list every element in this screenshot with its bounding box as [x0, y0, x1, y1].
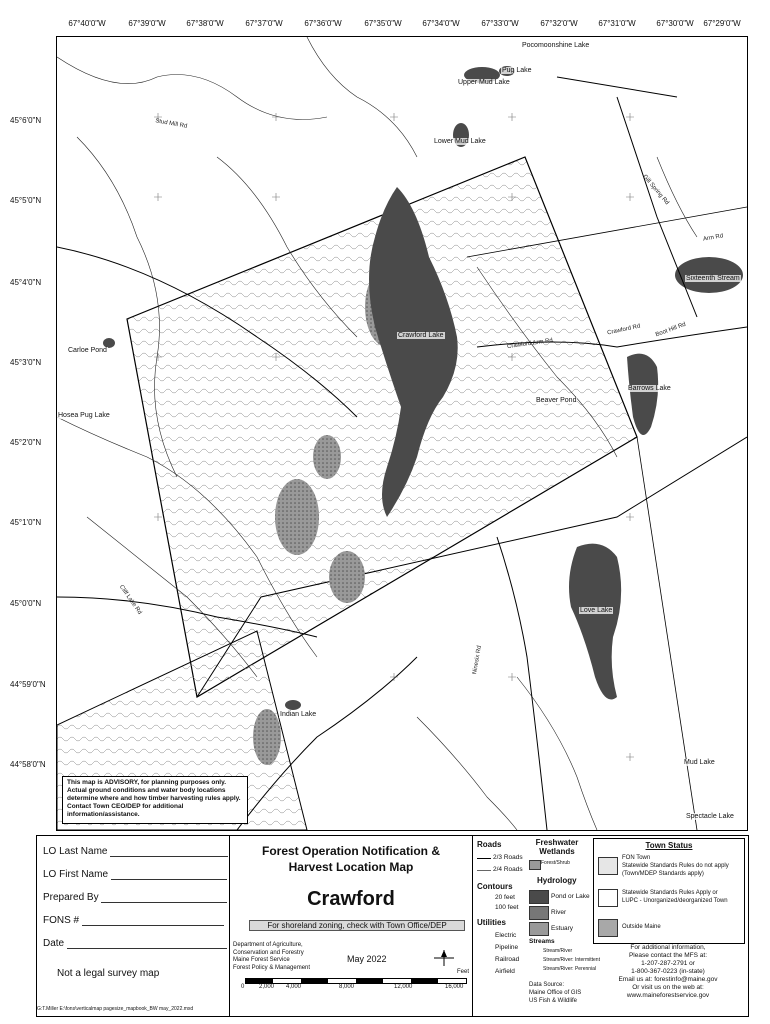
fons-field[interactable]	[43, 915, 224, 926]
outside-maine-swatch	[598, 919, 618, 937]
love-lake	[569, 544, 621, 700]
scale-tick: 8,000	[339, 984, 355, 990]
lat-label: 45°4'0"N	[10, 278, 42, 287]
legend-road2: 2/4 Roads	[493, 866, 523, 873]
lat-label: 45°5'0"N	[10, 196, 42, 205]
legend-stream3: Stream/River: Perennial	[543, 966, 597, 972]
label-beaver-pond: Beaver Pond	[536, 397, 577, 404]
date-line[interactable]	[67, 938, 227, 949]
data-source-line: Data Source:	[529, 982, 565, 988]
dept-line: Forest Policy & Management	[233, 964, 311, 971]
shoreland-note: For shoreland zoning, check with Town Office/DEP	[249, 920, 465, 931]
dept-line: Department of Agriculture,	[233, 942, 303, 948]
label-pocomoonshine-lake: Pocomoonshine Lake	[522, 42, 590, 49]
town-name: Crawford	[307, 888, 395, 910]
lon-label: 67°35'0"W	[364, 19, 402, 28]
label-crawford-lake: Crawford Lake	[398, 332, 444, 339]
road-label: Cliff Lake Rd	[117, 584, 143, 616]
title-block	[36, 835, 749, 1017]
road-symbol	[477, 858, 491, 859]
road-label: Crawford Rd	[606, 323, 641, 337]
status-sw-line2: LUPC - Unorganized/deorganized Town	[622, 898, 728, 904]
divider	[472, 836, 473, 1016]
lat-label: 45°2'0"N	[10, 438, 42, 447]
label-lower-mud-lake: Lower Mud Lake	[434, 138, 486, 145]
legend-pipeline: Pipeline	[495, 944, 519, 951]
lat-label: 44°58'0"N	[10, 760, 46, 769]
forest-shrub-swatch	[529, 860, 541, 870]
dept-line: Maine Forest Service	[233, 957, 290, 963]
lon-label: 67°33'0"W	[481, 19, 519, 28]
legend-roads-heading: Roads	[477, 840, 502, 849]
prepared-by-line[interactable]	[101, 892, 227, 903]
legend-contour-20: 20 feet	[495, 894, 515, 901]
lat-label: 44°59'0"N	[10, 680, 46, 689]
contact-line: www.maineforestservice.gov	[626, 992, 710, 999]
legend-estuary: Estuary	[551, 925, 574, 932]
label-sixteenth-stream: Sixteenth Stream	[686, 275, 740, 282]
status-fon-line3: (Town/MDEP Standards apply)	[622, 871, 704, 877]
scale-bar	[245, 978, 467, 984]
lo-first-name-label: LO First Name	[43, 869, 109, 880]
label-carloe-pond: Carloe Pond	[68, 347, 107, 354]
scale-unit: Feet	[457, 969, 470, 975]
wetland	[313, 435, 341, 479]
lo-last-name-field[interactable]	[43, 846, 228, 857]
lon-label: 67°29'0"W	[703, 19, 741, 28]
road-label: Arm Rd	[702, 233, 724, 243]
lon-label: 67°32'0"W	[540, 19, 578, 28]
fon-town-swatch	[598, 857, 618, 875]
lo-first-name-field[interactable]	[43, 869, 227, 880]
date-field[interactable]	[43, 938, 227, 949]
department-info	[233, 942, 310, 972]
lon-label: 67°37'0"W	[245, 19, 283, 28]
town-status-heading: Town Status	[645, 841, 693, 850]
map-canvas[interactable]	[56, 36, 748, 831]
legend-contour-100: 100 feet	[495, 904, 519, 911]
estuary-swatch	[529, 922, 549, 936]
legend-contours-heading: Contours	[477, 882, 513, 891]
lat-label: 45°6'0"N	[10, 116, 42, 125]
not-survey-note: Not a legal survey map	[57, 968, 160, 979]
label-barrows-lake: Barrows Lake	[628, 385, 671, 392]
north-arrow-icon	[429, 948, 459, 968]
lat-label: 45°3'0"N	[10, 358, 42, 367]
legend-streams-heading: Streams	[529, 938, 555, 945]
contact-line: Please contact the MFS at:	[628, 952, 708, 959]
date-label: Date	[43, 938, 65, 949]
legend-stream2: Stream/River: Intermittent	[543, 957, 600, 963]
label-hosea-pug-lake: Hosea Pug Lake	[58, 412, 110, 419]
map-drawing	[57, 37, 747, 830]
lo-last-name-line[interactable]	[110, 846, 228, 857]
indian-lake	[285, 700, 301, 710]
contact-line: 1-207-287-2791 or	[641, 960, 695, 967]
file-path: G:T.Miller E:\fons\verticalmap pagesize_mapbook_BW may_2022.mxd	[37, 1006, 194, 1012]
road-label: Ninesix Rd	[472, 645, 483, 675]
scale-tick: 4,000	[286, 984, 302, 990]
contact-line: Or visit us on the web at:	[632, 984, 704, 991]
legend-wetlands-heading: Freshwater Wetlands	[535, 838, 579, 856]
map-title-line2: Harvest Location Map	[288, 860, 414, 874]
legend-utilities-heading: Utilities	[477, 918, 506, 927]
lon-label: 67°34'0"W	[422, 19, 460, 28]
road-label: Boot Hill Rd	[654, 321, 687, 339]
label-upper-mud-lake: Upper Mud Lake	[458, 79, 510, 86]
map-title-line1: Forest Operation Notification &	[261, 844, 440, 858]
legend-hydrology-heading: Hydrology	[537, 876, 577, 885]
legend-pond: Pond or Lake	[551, 893, 590, 900]
legend-forest-shrub: Forest/Shrub	[541, 860, 570, 866]
town-boundary-line	[637, 437, 697, 830]
legend-airfield: Airfield	[495, 968, 515, 975]
wetland	[329, 551, 365, 603]
contact-line: Email us at: forestinfo@maine.gov	[618, 976, 718, 983]
label-pug-lake: Pug Lake	[502, 67, 532, 74]
label-mud-lake: Mud Lake	[684, 759, 715, 766]
lon-label: 67°36'0"W	[304, 19, 342, 28]
lon-label: 67°30'0"W	[656, 19, 694, 28]
advisory-notice: This map is ADVISORY, for planning purposes only. Actual ground conditions and water body locations determine where and how timber harvesting rules apply. Contact Town CEO/DEP for additional information/assistance.	[62, 776, 248, 824]
lat-label: 45°1'0"N	[10, 518, 42, 527]
prepared-by-label: Prepared By	[43, 892, 99, 903]
contact-info	[593, 944, 743, 1000]
lat-label: 45°0'0"N	[10, 599, 42, 608]
divider	[229, 836, 230, 1016]
lon-label: 67°38'0"W	[186, 19, 224, 28]
label-spectacle-lake: Spectacle Lake	[686, 813, 734, 820]
contact-line: For additional information,	[630, 944, 706, 951]
lo-last-name-label: LO Last Name	[43, 846, 108, 857]
legend-river: River	[551, 909, 567, 916]
prepared-by-field[interactable]	[43, 892, 227, 903]
road-symbol	[477, 870, 491, 871]
data-source-line: Maine Office of GIS	[529, 990, 582, 996]
status-sw-line1: Statewide Standards Rules Apply or	[622, 890, 718, 896]
fons-line[interactable]	[82, 915, 224, 926]
status-fon-line1: FON Town	[622, 855, 651, 861]
lon-label: 67°40'0"W	[68, 19, 106, 28]
lon-label: 67°31'0"W	[598, 19, 636, 28]
road-label: Crawford Arm Rd	[506, 337, 554, 351]
label-love-lake: Love Lake	[580, 607, 613, 614]
status-outside: Outside Maine	[622, 924, 661, 930]
road-label: Gill Spring Rd	[641, 173, 670, 207]
wetland	[253, 709, 281, 765]
town-status-box	[593, 838, 745, 944]
scale-tick: 12,000	[394, 984, 413, 990]
dept-line: Conservation and Forestry	[233, 949, 304, 956]
legend-railroad: Railroad	[495, 956, 520, 963]
scale-tick: 0	[241, 984, 245, 990]
pond-swatch	[529, 890, 549, 904]
status-fon-line2: Statewide Standards Rules do not apply	[622, 863, 729, 869]
label-indian-lake: Indian Lake	[280, 711, 317, 718]
contact-line: 1-800-367-0223 (in-state)	[631, 968, 705, 975]
legend-electric: Electric	[495, 932, 517, 939]
legend-stream1: Stream/River	[543, 948, 573, 954]
scale-tick: 2,000	[259, 984, 275, 990]
legend-road1: 2/3 Roads	[493, 854, 523, 861]
data-source-line: US Fish & Wildlife	[529, 998, 578, 1004]
fons-label: FONS #	[43, 915, 80, 926]
scale-tick: 16,000	[445, 984, 464, 990]
wetland	[275, 479, 319, 555]
river-swatch	[529, 906, 549, 920]
lon-label: 67°39'0"W	[128, 19, 166, 28]
statewide-swatch	[598, 889, 618, 907]
map-date: May 2022	[347, 954, 387, 964]
road-label: Stud Mill Rd	[154, 118, 188, 130]
lo-first-name-line[interactable]	[111, 869, 227, 880]
